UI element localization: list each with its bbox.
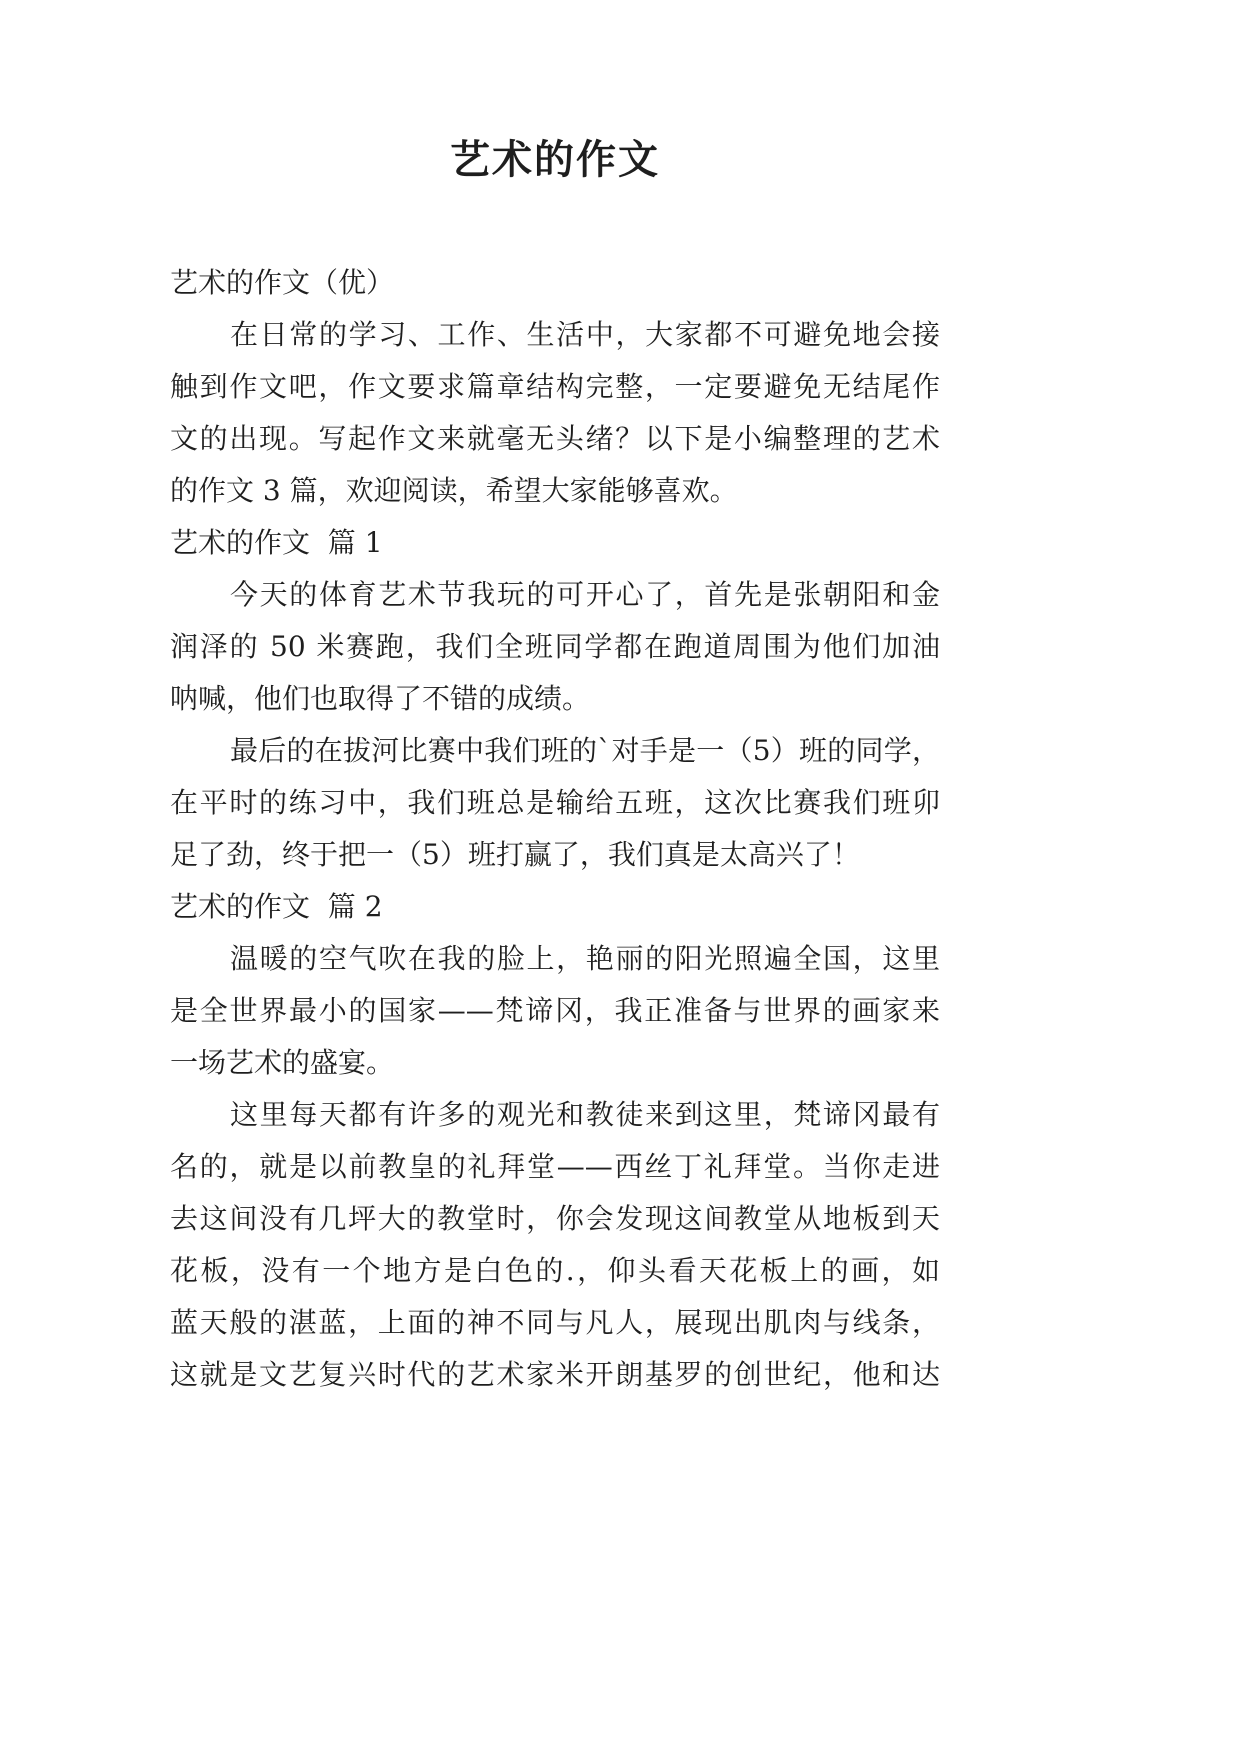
paragraph-line: 花板，没有一个地方是白色的.，仰头看天花板上的画，如 <box>170 1254 940 1287</box>
paragraph-line: 的作文 3 篇，欢迎阅读，希望大家能够喜欢。 <box>170 474 738 507</box>
paragraph-line: 蓝天般的湛蓝，上面的神不同与凡人，展现出肌肉与线条， <box>170 1306 940 1339</box>
paragraph-line: 文的出现。写起作文来就毫无头绪？以下是小编整理的艺术 <box>170 422 940 455</box>
article-1-paragraph-2 <box>170 725 940 881</box>
paragraph-line: 呐喊，他们也取得了不错的成绩。 <box>170 682 591 715</box>
paragraph-line: 在平时的练习中，我们班总是输给五班，这次比赛我们班卯 <box>170 786 940 819</box>
intro-paragraph <box>170 309 940 517</box>
paragraph-line: 最后的在拔河比赛中我们班的`对手是一（5）班的同学， <box>230 734 940 767</box>
paragraph-line: 是全世界最小的国家——梵谛冈，我正准备与世界的画家来 <box>170 994 940 1027</box>
paragraph-line: 这里每天都有许多的观光和教徒来到这里，梵谛冈最有 <box>230 1098 940 1131</box>
article-heading-2: 艺术的作文 篇 2 <box>170 890 383 923</box>
article-2-paragraph-1 <box>170 933 940 1089</box>
document-subtitle: 艺术的作文（优） <box>170 266 395 299</box>
paragraph-line: 今天的体育艺术节我玩的可开心了，首先是张朝阳和金 <box>230 578 940 611</box>
article-2-paragraph-2 <box>170 1089 940 1401</box>
paragraph-line: 在日常的学习、工作、生活中，大家都不可避免地会接 <box>230 318 940 351</box>
paragraph-line: 一场艺术的盛宴。 <box>170 1046 395 1079</box>
article-heading-1: 艺术的作文 篇 1 <box>170 526 383 559</box>
paragraph-line: 这就是文艺复兴时代的艺术家米开朗基罗的创世纪，他和达 <box>170 1358 940 1391</box>
paragraph-line: 去这间没有几坪大的教堂时，你会发现这间教堂从地板到天 <box>170 1202 940 1235</box>
article-1-paragraph-1 <box>170 569 940 725</box>
document-title: 艺术的作文 <box>450 136 660 183</box>
paragraph-line: 润泽的 50 米赛跑，我们全班同学都在跑道周围为他们加油 <box>170 630 940 663</box>
paragraph-line: 触到作文吧，作文要求篇章结构完整，一定要避免无结尾作 <box>170 370 940 403</box>
paragraph-line: 足了劲，终于把一（5）班打赢了，我们真是太高兴了！ <box>170 838 860 871</box>
paragraph-line: 温暖的空气吹在我的脸上，艳丽的阳光照遍全国，这里 <box>230 942 940 975</box>
document-body <box>170 257 940 1401</box>
paragraph-line: 名的，就是以前教皇的礼拜堂——西丝丁礼拜堂。当你走进 <box>170 1150 940 1183</box>
